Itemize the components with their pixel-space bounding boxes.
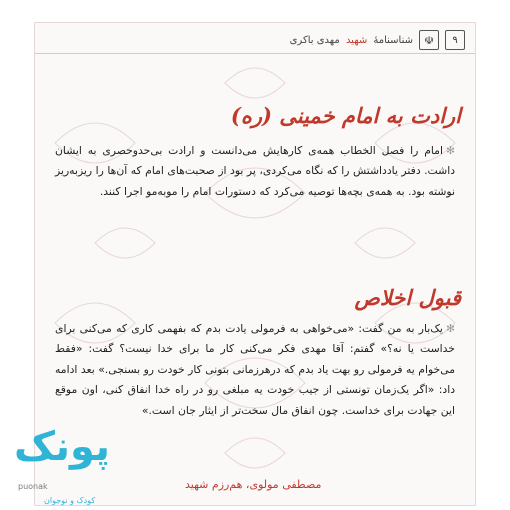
header-divider (35, 53, 475, 54)
header-name: مهدی باکری (289, 34, 340, 46)
section-text-devotion (55, 141, 455, 202)
header-title (290, 35, 413, 46)
logo-word: پونک (14, 424, 111, 470)
iran-emblem-icon: ☫ (419, 30, 439, 50)
page-header (290, 29, 465, 51)
page-number: ۹ (445, 30, 465, 50)
quote-signature: مصطفی مولوی، هم‌رزم شهید (185, 478, 322, 491)
section-title-devotion: ارادت به امام خمینی (ره) (230, 103, 461, 128)
section-title-sincerity: قبول اخلاص (354, 285, 461, 310)
logo-latin: puonak (18, 482, 48, 491)
section-text-sincerity (55, 319, 455, 421)
logo-tagline: کودک و نوجوان (44, 496, 96, 505)
paragraph-2: یک‌بار به من گفت: «می‌خواهی به فرمولی یادت بدم که بفهمی کاری که می‌کنی برای خداست یا نه؟» گفتم: آقا مهدی فکر می‌کنی کار ما برای خدا نیست؟ گفت: «فقط می‌خوام یه فرمولی رو بهت یاد بدم که درهرزمانی بتونی کار خودت رو بسنجی.» بعد ادامه داد: «اگر یک‌زمان تونستی از جیب خودت یه مبلغی رو در راه خدا انفاق کنی، اون موقع این جهادت برای خداست. چون انفاق مال سخت‌تر از ایثار جان است.» (55, 322, 455, 417)
bullet-icon: ✻ (445, 322, 455, 335)
header-martyr-word: شهید (345, 34, 368, 46)
header-series: شناسنامهٔ (373, 34, 413, 46)
publisher-logo (8, 410, 116, 510)
paragraph-1: امام را فصل الخطاب همه‌ی کارهایش می‌دانست و ارادت بی‌حدوحصری به ایشان داشت. دفتر یادداشتش را که نگاه می‌کردی، پر بود از صحبت‌های امام که آن‌ها را ریزبه‌ریز نوشته بود. به همه‌ی بچه‌ها توصیه می‌کرد که دستورات امام را مو‌به‌مو اجرا کنند. (55, 144, 455, 198)
bullet-icon: ✻ (445, 144, 455, 157)
